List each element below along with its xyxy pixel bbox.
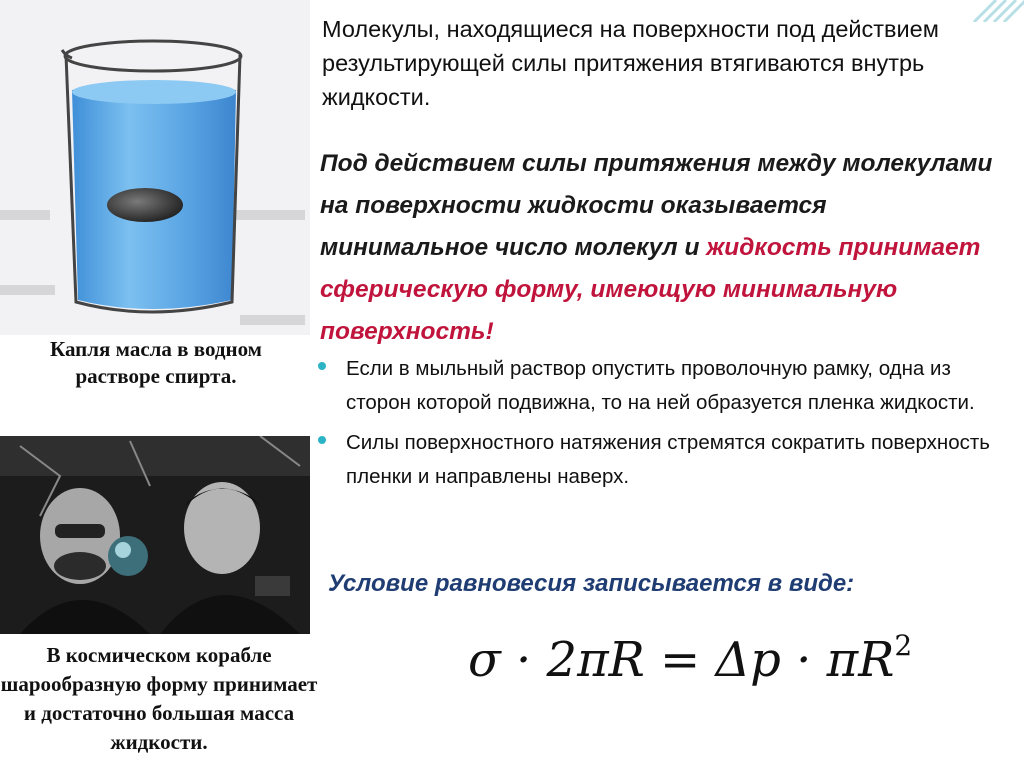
oil-drop-caption: Капля масла в водном растворе спирта. [50, 337, 262, 388]
emphasis-red-text: жидкость принимает сферическую форму, имеющую минимальную поверхность! [320, 234, 981, 345]
formula-rhs: Δp · πR [715, 632, 895, 688]
bullet-dot-icon [318, 362, 326, 370]
bullet-text: Если в мыльный раствор опустить проволочную рамку, одна из сторон которой подвижна, то на ней образуется пленка жидкости. [346, 357, 975, 414]
equilibrium-formula [468, 612, 928, 688]
formula-power: 2 [894, 629, 913, 662]
list-item [312, 352, 1002, 420]
space-caption: В космическом корабле шарообразную форму принимает и достаточно большая масса жидкости. [0, 643, 318, 754]
formula-lhs: σ · 2πR [468, 632, 645, 688]
astronauts-photo [0, 436, 310, 634]
formula-equals: = [660, 632, 701, 688]
bullet-text: Силы поверхностного натяжения стремятся сократить поверхность пленки и направлены наверх. [346, 431, 990, 488]
list-item [312, 426, 1002, 494]
equilibrium-condition-heading: Условие равновесия записывается в виде: [328, 570, 855, 597]
beaker-oil-drop-image [0, 0, 310, 335]
emphasis-paragraph [320, 143, 1000, 353]
bullet-list [312, 352, 1002, 500]
emphasis-text: Под действием силы притяжения между молекулами на поверхности жидкости оказывается минимальное число молекул и [320, 150, 993, 261]
bullet-dot-icon [318, 436, 326, 444]
intro-paragraph: Молекулы, находящиеся на поверхности под действием результирующей силы притяжения втягиваются внутрь жидкости. [322, 16, 939, 110]
